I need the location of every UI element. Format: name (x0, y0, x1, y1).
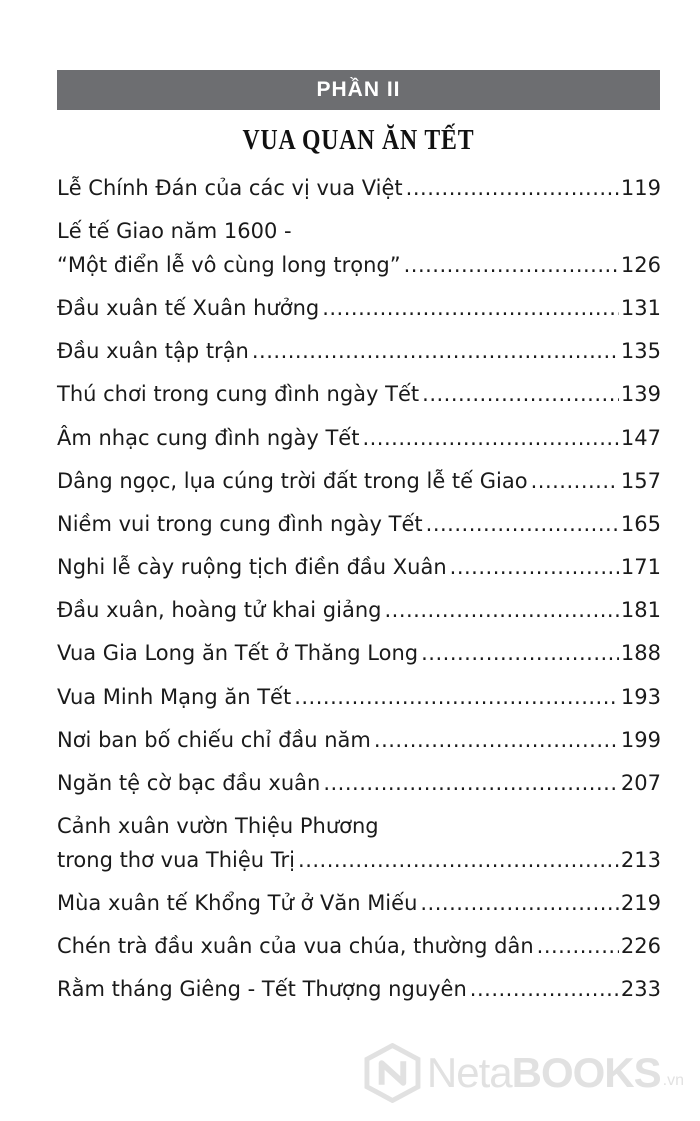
toc-entry-title: Vua Minh Mạng ăn Tết (57, 684, 292, 709)
dot-leader (384, 594, 618, 628)
toc-entry-line (57, 930, 661, 964)
toc-entry-title: Đầu xuân, hoàng tử khai giảng (57, 598, 382, 623)
toc-page-number: 181 (620, 598, 661, 623)
toc-entry-line (57, 767, 661, 801)
toc-entry-line (57, 810, 661, 844)
toc-entry-title: Lễ Chính Đán của các vị vua Việt (57, 176, 403, 200)
dot-leader (374, 724, 619, 758)
toc-entry-line (57, 508, 661, 542)
toc-entry-line (57, 422, 661, 456)
toc-page-number: 207 (620, 771, 661, 796)
toc-page-number: 226 (620, 934, 661, 959)
toc-entry (57, 810, 661, 877)
netabooks-logo-icon (364, 1043, 421, 1103)
dot-leader (294, 681, 619, 715)
toc-entry-line (57, 172, 661, 206)
toc-entry (57, 508, 661, 542)
dot-leader (450, 551, 619, 585)
toc-entry-title: Niềm vui trong cung đình ngày Tết (57, 511, 423, 536)
toc-entry-line (57, 973, 661, 1007)
part-header-bar (57, 70, 660, 110)
toc-page-number: 219 (620, 891, 661, 915)
toc-entry-title: Chén trà đầu xuân của vua chúa, thường dân (57, 934, 534, 959)
table-of-contents (57, 172, 661, 1017)
toc-entry-title: Dâng ngọc, lụa cúng trời đất trong lễ tế Giao (57, 468, 528, 493)
toc-entry-title: Âm nhạc cung đình ngày Tết (57, 425, 360, 450)
toc-entry (57, 292, 661, 326)
toc-page-number: 126 (620, 252, 661, 277)
toc-entry-line (57, 724, 661, 758)
toc-page-number: 233 (620, 977, 661, 1002)
section-title: VUA QUAN ĂN TẾT (242, 124, 475, 156)
dot-leader (426, 508, 619, 542)
toc-entry-line (57, 292, 661, 326)
toc-entry (57, 465, 661, 499)
dot-leader (406, 172, 619, 206)
toc-entry (57, 637, 661, 671)
toc-entry (57, 973, 661, 1007)
toc-page-number: 193 (620, 684, 661, 709)
toc-entry-title: Rằm tháng Giêng - Tết Thượng nguyên (57, 977, 467, 1002)
toc-entry-title: trong thơ vua Thiệu Trị (57, 847, 296, 872)
toc-page-number: 213 (620, 847, 661, 872)
toc-entry (57, 551, 661, 585)
dot-leader (298, 844, 619, 878)
toc-entry-line (57, 844, 661, 878)
toc-entry (57, 335, 661, 369)
toc-entry-title: Nghi lễ cày ruộng tịch điền đầu Xuân (57, 555, 447, 580)
toc-entry (57, 930, 661, 964)
toc-entry-title: Đầu xuân tế Xuân hưởng (57, 295, 320, 320)
toc-entry-line (57, 594, 661, 628)
toc-entry-title: Thú chơi trong cung đình ngày Tết (57, 382, 420, 407)
toc-entry-title: Vua Gia Long ăn Tết ở Thăng Long (57, 641, 419, 666)
toc-entry-line (57, 637, 661, 671)
toc-page-number: 199 (620, 727, 661, 752)
toc-page-number: 171 (620, 555, 661, 580)
toc-entry-title: Mùa xuân tế Khổng Tử ở Văn Miếu (57, 891, 418, 915)
toc-page-number: 135 (620, 339, 661, 364)
dot-leader (362, 422, 618, 456)
toc-page-number: 188 (620, 641, 661, 666)
watermark-suffix: .vn (662, 1072, 684, 1089)
toc-entry-line (57, 681, 661, 715)
toc-entry (57, 887, 661, 921)
toc-entry-line (57, 465, 661, 499)
toc-entry (57, 594, 661, 628)
toc-entry-line (57, 335, 661, 369)
toc-entry-line (57, 215, 661, 249)
toc-entry-line (57, 249, 661, 283)
toc-entry (57, 422, 661, 456)
toc-page-number: 147 (620, 425, 661, 450)
part-label: PHẦN II (316, 78, 401, 101)
toc-page-number: 119 (620, 176, 661, 200)
toc-entry-line (57, 887, 661, 921)
dot-leader (537, 930, 619, 964)
toc-page-number: 165 (620, 511, 661, 536)
toc-entry-line (57, 551, 661, 585)
toc-page-number: 131 (620, 295, 661, 320)
toc-entry-line (57, 378, 661, 412)
toc-entry (57, 215, 661, 282)
toc-entry-title: Cảnh xuân vườn Thiệu Phương (57, 814, 379, 839)
toc-entry (57, 681, 661, 715)
dot-leader (404, 249, 619, 283)
dot-leader (252, 335, 619, 369)
toc-entry (57, 378, 661, 412)
watermark (364, 1040, 684, 1106)
toc-entry-title: Nơi ban bố chiếu chỉ đầu năm (57, 727, 371, 752)
toc-entry (57, 724, 661, 758)
toc-page-number: 157 (620, 468, 661, 493)
toc-entry (57, 767, 661, 801)
toc-entry-title: Ngăn tệ cờ bạc đầu xuân (57, 771, 321, 796)
toc-page-number: 139 (620, 382, 661, 407)
dot-leader (531, 465, 619, 499)
dot-leader (421, 637, 619, 671)
dot-leader (323, 767, 619, 801)
toc-entry-title: “Một điển lễ vô cùng long trọng” (57, 252, 401, 277)
toc-entry (57, 172, 661, 206)
dot-leader (422, 378, 619, 412)
toc-entry-title: Đầu xuân tập trận (57, 339, 249, 364)
watermark-brand: NetaBOOKS (426, 1049, 661, 1096)
toc-entry-title: Lế tế Giao năm 1600 - (57, 219, 292, 244)
dot-leader (470, 973, 619, 1007)
dot-leader (420, 887, 619, 921)
dot-leader (322, 292, 619, 326)
